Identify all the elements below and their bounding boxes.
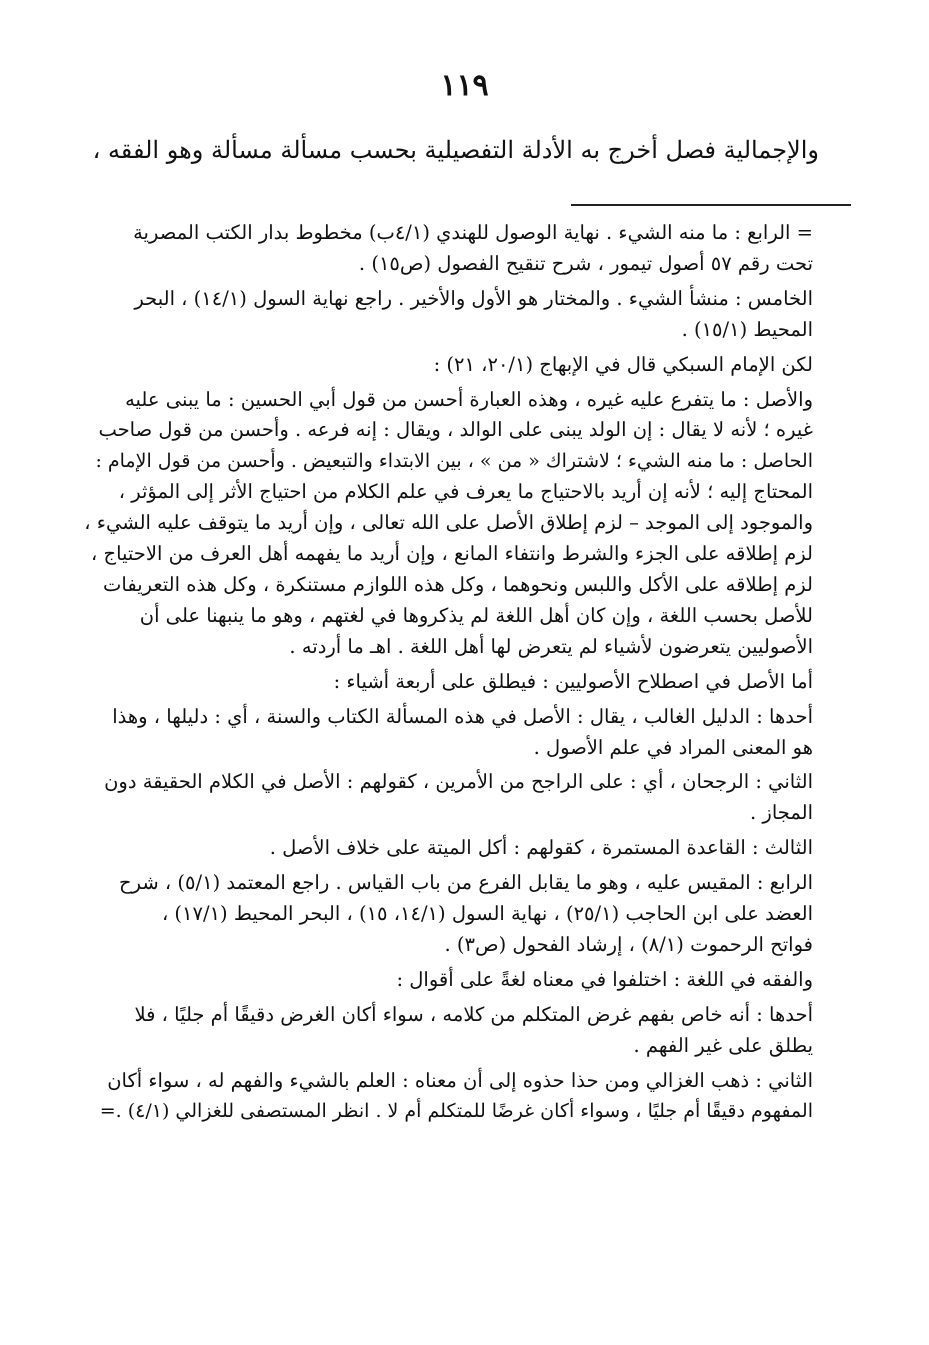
footnote-line: المفهوم دقيقًا أم جليًا ، وسواء أكان غرضًا للمتكلم أم لا . انظر المستصفى للغزالي (٤/١) .=: [99, 1100, 813, 1123]
footnote-line: والأصل : ما يتفرع عليه غيره ، وهذه العبارة أحسن من قول أبي الحسين : ما يبنى عليه: [125, 387, 813, 411]
footnote-line: الرابع : المقيس عليه ، وهو ما يقابل الفرع من باب القياس . راجع المعتمد (٥/١) ، شرح: [119, 871, 813, 895]
footnote-line: لزم إطلاقه على الجزء والشرط وانتفاء المانع ، وإن أريد ما يفهمه أهل العرف من الاحتياج ،: [90, 542, 813, 566]
footnote-paragraph: [83, 965, 813, 996]
footnote-paragraph: [83, 833, 813, 864]
footnote-line: أما الأصل في اصطلاح الأصوليين : فيطلق على أربعة أشياء :: [333, 669, 813, 693]
footnote-paragraph: [83, 1000, 813, 1062]
footnote-line: تحت رقم ٥٧ أصول تيمور ، شرح تنقيح الفصول (ص١٥) .: [358, 251, 813, 275]
footnote-paragraph: [83, 767, 813, 829]
footnote-line: أحدها : الدليل الغالب ، يقال : الأصل في هذه المسألة الكتاب والسنة ، أي : دليلها ، وهذا: [112, 704, 813, 728]
footnote-line: العضد على ابن الحاجب (٢٥/١) ، نهاية السول (١٤/١، ١٥) ، البحر المحيط (١٧/١) ،: [161, 902, 813, 926]
footnote-paragraph: [83, 350, 813, 381]
footnote-line: المحيط (١٥/١) .: [681, 317, 813, 341]
footnote-line: لزم إطلاقه على الأكل واللبس ونحوهما ، وكل هذه اللوازم مستنكرة ، وكل هذه التعريفات: [103, 572, 813, 596]
footnote-line: الثالث : القاعدة المستمرة ، كقولهم : أكل الميتة على خلاف الأصل .: [269, 836, 813, 860]
footnote-line: الثاني : ذهب الغزالي ومن حذا حذوه إلى أن معناه : العلم بالشيء والفهم له ، سواء أكان: [107, 1068, 813, 1092]
footnote-paragraph: [83, 385, 813, 663]
footnotes-section: [83, 218, 813, 1131]
footnote-line: والموجود إلى الموجد – لزم إطلاق الأصل على الله تعالى ، وإن أريد ما يتوقف عليه الشيء ،: [84, 511, 813, 535]
footnote-paragraph: [83, 868, 813, 961]
page-number: ١١٩: [440, 68, 489, 103]
footnote-line: فواتح الرحموت (٨/١) ، إرشاد الفحول (ص٣) .: [444, 932, 813, 956]
footnote-paragraph: [83, 284, 813, 346]
footnote-line: لكن الإمام السبكي قال في الإبهاج (٢٠/١، ٢١) :: [433, 352, 813, 376]
footnote-line: المحتاج إليه ؛ لأنه إن أريد بالاحتياج ما يعرف في علم الكلام من احتياج الأثر إلى المؤثر ،: [118, 480, 813, 504]
footnote-line: والفقه في اللغة : اختلفوا في معناه لغةً على أقوال :: [396, 967, 813, 991]
footnote-separator: [571, 204, 851, 206]
footnote-line: الأصوليين يتعرضون لأشياء لم يتعرض لها أهل اللغة . اهـ ما أردته .: [289, 634, 813, 658]
footnote-paragraph: [83, 218, 813, 280]
footnote-line: هو المعنى المراد في علم الأصول .: [533, 735, 813, 759]
footnote-paragraph: [83, 667, 813, 698]
footnote-line: الحاصل : ما منه الشيء ؛ لاشتراك « من » ، بين الابتداء والتبعيض . وأحسن من قول الإمام :: [95, 450, 813, 473]
footnote-line: المجاز .: [750, 801, 813, 825]
footnote-line: يطلق على غير الفهم .: [633, 1033, 813, 1057]
footnote-paragraph: [83, 1066, 813, 1128]
footnote-line: أحدها : أنه خاص بفهم غرض المتكلم من كلامه ، سواء أكان الغرض دقيقًا أم جليًا ، فلا: [134, 1002, 813, 1026]
footnote-line: = الرابع : ما منه الشيء . نهاية الوصول للهندي (٤/١ب) مخطوط بدار الكتب المصرية: [133, 221, 813, 244]
footnote-line: الخامس : منشأ الشيء . والمختار هو الأول والأخير . راجع نهاية السول (١٤/١) ، البحر: [134, 286, 813, 310]
footnote-line: غيره ؛ لأنه لا يقال : إن الولد يبنى على الوالد ، ويقال : إنه فرعه . وأحسن من قول صاحب: [98, 418, 813, 442]
footnote-line: الثاني : الرجحان ، أي : على الراجح من الأمرين ، كقولهم : الأصل في الكلام الحقيقة دون: [104, 770, 813, 794]
footnote-line: للأصل بحسب اللغة ، وإن كان أهل اللغة لم يذكروها في لغتهم ، وهو ما ينبهنا على أن: [139, 603, 813, 627]
footnote-paragraph: [83, 702, 813, 764]
main-text-line: والإجمالية فصل أخرج به الأدلة التفصيلية بحسب مسألة مسألة وهو الفقه ،: [92, 136, 819, 164]
